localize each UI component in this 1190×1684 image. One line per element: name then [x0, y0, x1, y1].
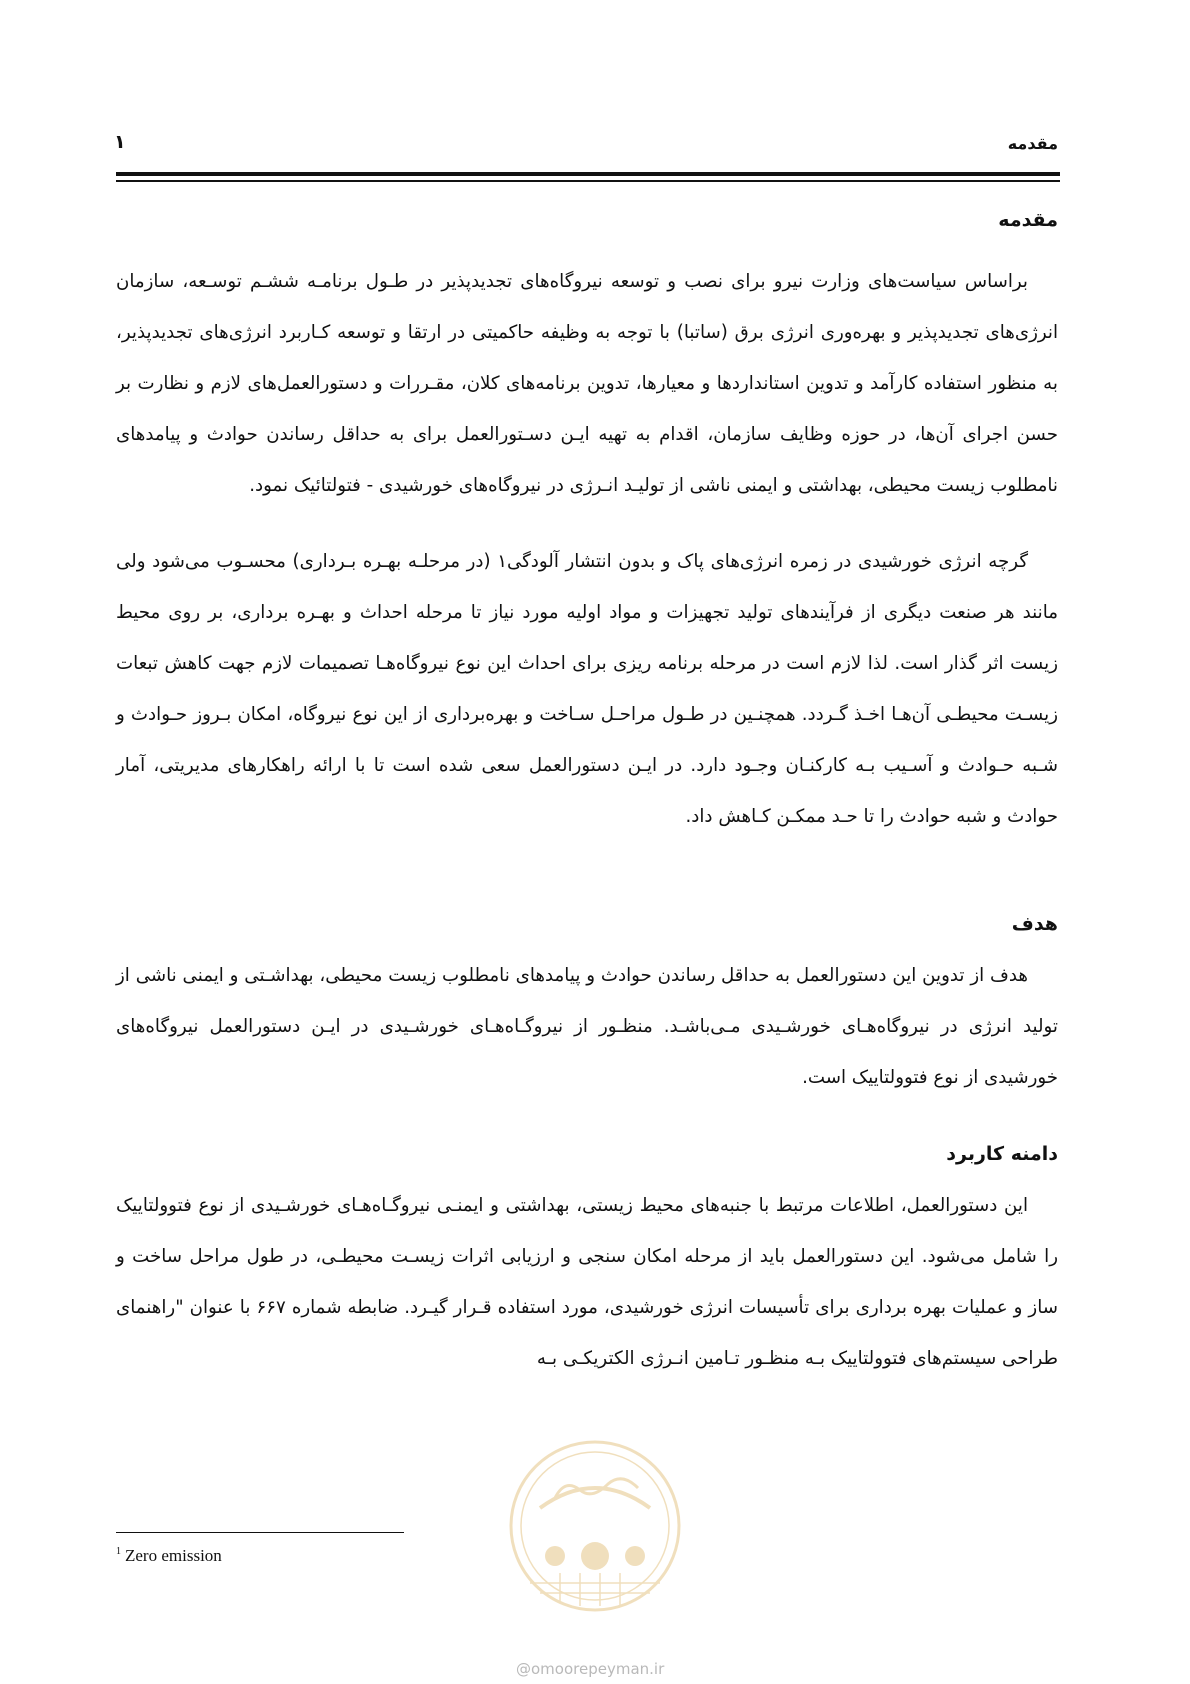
page-number: ۱	[114, 131, 126, 153]
running-header-title: مقدمه	[1007, 134, 1058, 153]
footnote	[116, 1546, 222, 1566]
footnote-rule	[116, 1532, 404, 1533]
watermark-url: @omoorepeyman.ir	[516, 1660, 665, 1678]
paragraph: هدف از تدوین این دستورالعمل به حداقل رساندن حوادث و پیامدهای نامطلوب زیست محیطی، بهداشـتی و ایمنی ناشی از تولید انرژی در نیروگاه‌هـای خورشـیدی مـی‌باشـد. منظـور از نیروگـاه‌هـای خورشـیدی در ایـن دستورالعمل نیروگاه‌های خورشیدی از نوع فتوولتاییک است.	[116, 965, 1058, 1088]
footnote-marker: 1	[116, 1546, 121, 1558]
section-heading-scope: دامنه کاربرد	[946, 1143, 1058, 1165]
section-heading-introduction: مقدمه	[998, 209, 1058, 231]
watermark-stamp-logo	[500, 1438, 690, 1620]
footnote-text: Zero emission	[125, 1546, 222, 1565]
header-rule-thick	[116, 172, 1060, 176]
paragraph: گرچه انرژی خورشیدی در زمره انرژی‌های پاک و بدون انتشار آلودگی۱ (در مرحلـه بهـره بـرداری) محسـوب می‌شود ولی مانند هر صنعت دیگری از فرآیندهای تولید تجهیزات و مواد اولیه مورد نیاز تا مرحله احداث و بهـره برداری، بر روی محیط زیست اثر گذار است. لذا لازم است در مرحله برنامه ریزی برای احداث این نوع نیروگاه‌هـا تصمیمات لازم جهت کاهش تبعات زیسـت محیطـی آن‌هـا اخـذ گـردد. همچنـین در طـول مراحـل سـاخت و بهره‌برداری از این نوع نیروگاه، امکان بـروز حـوادث و شـبه حـوادث و آسـیب بـه کارکنـان وجـود دارد. در ایـن دستورالعمل سعی شده است تا با ارائه راهکارهای مدیریتی، آمار حوادث و شبه حوادث را تا حـد ممکـن کـاهش داد.	[116, 551, 1058, 827]
paragraph: این دستورالعمل، اطلاعات مرتبط با جنبه‌های محیط زیستی، بهداشتی و ایمنـی نیروگـاه‌هـای خورشـیدی از نوع فتوولتاییک را شامل می‌شود. این دستورالعمل باید از مرحله امکان سنجی و ارزیابی اثرات زیسـت محیطـی، در طول مراحل ساخت و ساز و عملیات بهره برداری برای تأسیسات انرژی خورشیدی، مورد استفاده قـرار گیـرد. ضابطه شماره ۶۶۷ با عنوان "راهنمای طراحی سیستم‌های فتوولتاییک بـه منظـور تـامین انـرژی الکتریکـی بـه	[116, 1195, 1058, 1369]
paragraph: براساس سیاست‌های وزارت نیرو برای نصب و توسعه نیروگاه‌های تجدیدپذیر در طـول برنامـه ششـم توسـعه، سازمان انرژی‌های تجدیدپذیر و بهره‌وری انرژی برق (ساتبا) با توجه به وظیفه حاکمیتی در ارتقا و توسعه کـاربرد انرژی‌های تجدیدپذیر، به منظور استفاده کارآمد و تدوین استانداردها و معیارها، تدوین برنامه‌های کلان، مقـررات و دستورالعمل‌های لازم و نظارت بر حسن اجرای آن‌ها، در حوزه وظایف سازمان، اقدام به تهیه ایـن دسـتورالعمل برای به حداقل رساندن حوادث و پیامدهای نامطلوب زیست محیطی، بهداشتی و ایمنی ناشی از تولیـد انـرژی در نیروگاه‌های خورشیدی - فتولتائیک نمود.	[116, 271, 1058, 496]
section-heading-goal: هدف	[1011, 913, 1058, 935]
header-rule-thin	[116, 180, 1060, 182]
